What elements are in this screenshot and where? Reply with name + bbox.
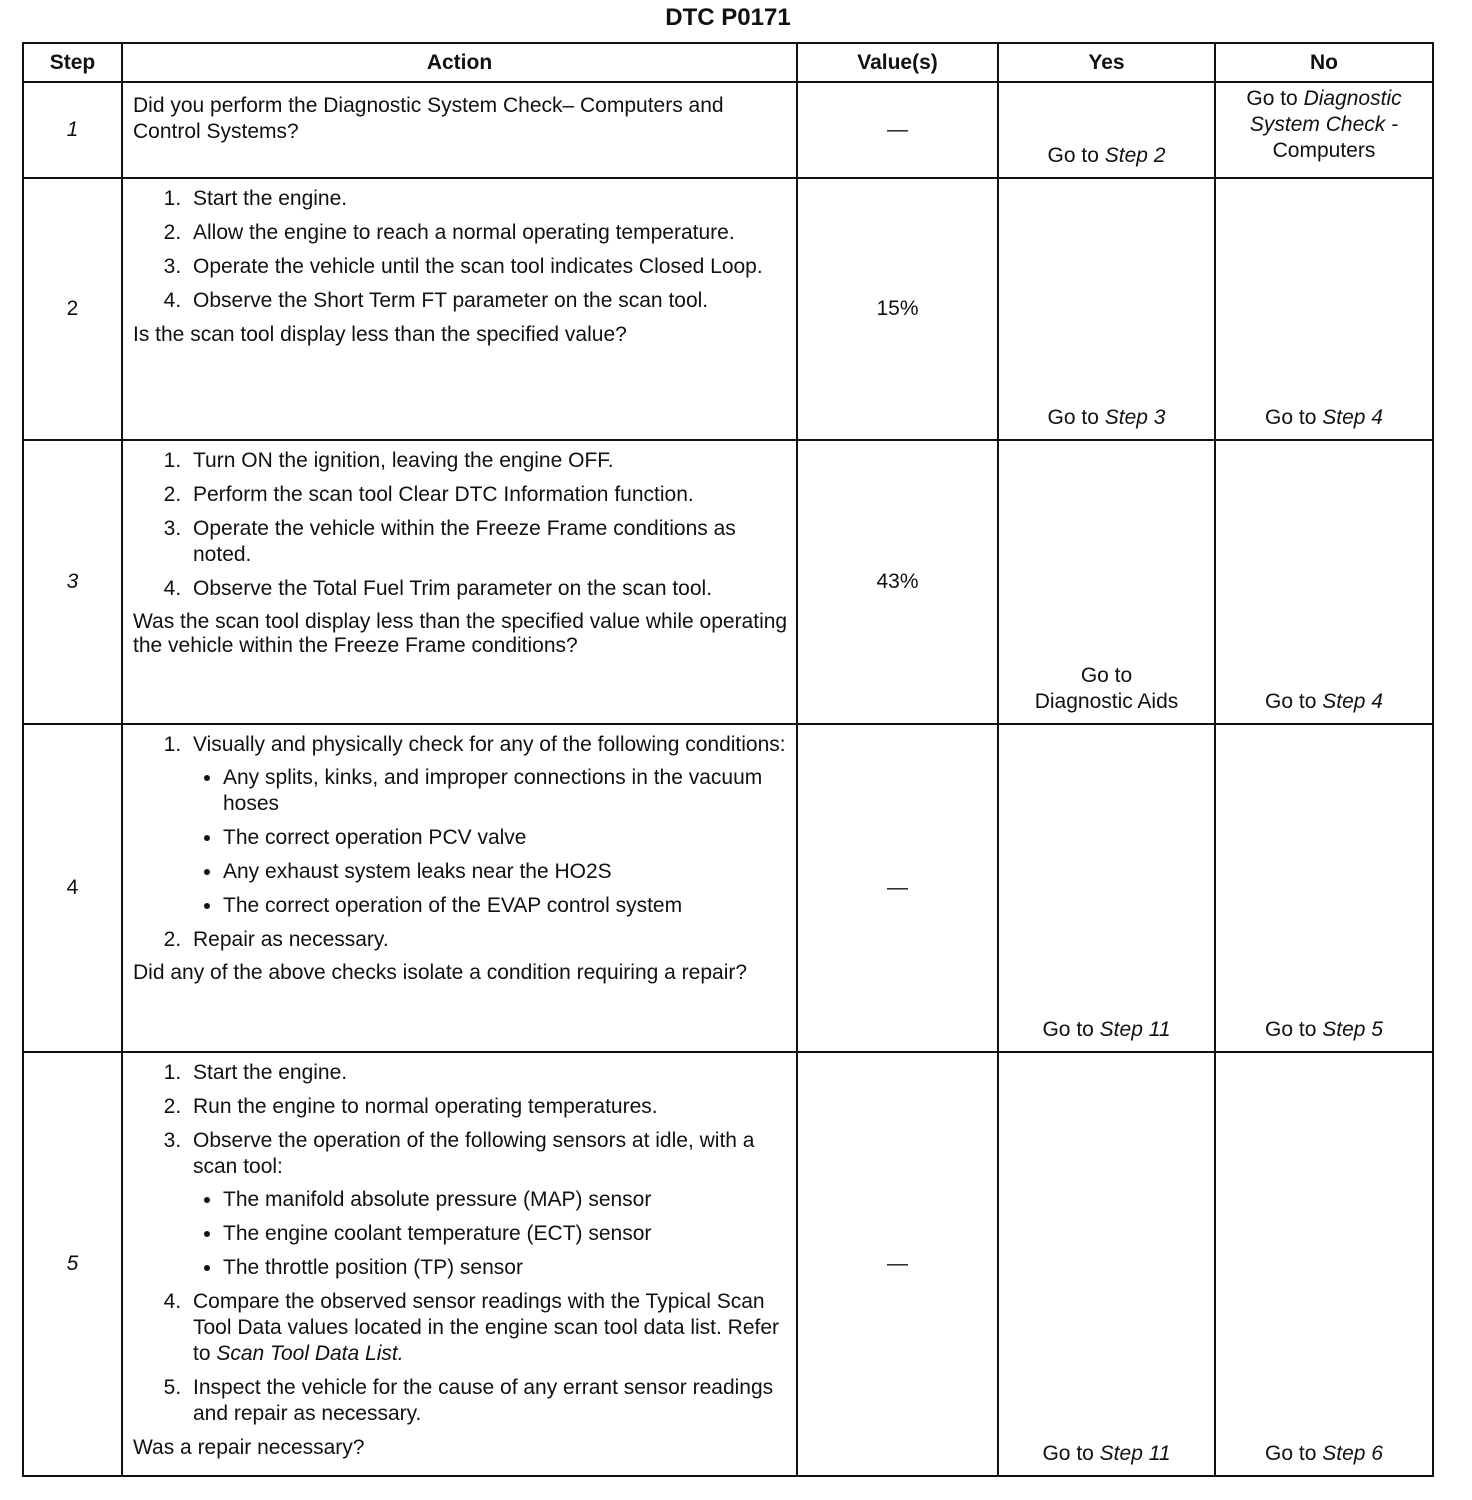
table-row [23, 1052, 1433, 1476]
no-link[interactable]: Step 6 [1322, 1442, 1383, 1465]
action-question: Did you perform the Diagnostic System Check– Computers and Control Systems? [133, 94, 724, 143]
action-step: 5. Inspect the vehicle for the cause of any errant sensor readings and repair as necessary. [187, 1375, 788, 1427]
action-step: 1. Start the engine. [187, 1060, 788, 1086]
action-cell [122, 1052, 797, 1476]
yes-link[interactable]: Diagnostic Aids [1034, 690, 1179, 713]
sensor-list [193, 1187, 788, 1281]
action-step-text: Visually and physically check for any of the following conditions: [193, 733, 786, 756]
table-row [23, 724, 1433, 1052]
action-steps [133, 186, 788, 314]
condition-item: • The correct operation of the EVAP control system [223, 893, 788, 919]
action-step [187, 1128, 788, 1281]
yes-prefix: Go to [1042, 1442, 1100, 1465]
yes-cell [998, 82, 1215, 178]
no-cell [1215, 440, 1433, 724]
no-cell [1215, 724, 1433, 1052]
action-question: Was a repair necessary? [133, 1436, 365, 1459]
yes-link[interactable]: Step 3 [1104, 406, 1166, 429]
step-number: 4 [23, 724, 122, 1052]
step-number: 2 [23, 178, 122, 440]
yes-prefix: Go to [1047, 406, 1105, 429]
table-row [23, 178, 1433, 440]
yes-prefix: Go to [1047, 144, 1105, 167]
action-step: 4. Observe the Short Term FT parameter on the scan tool. [187, 288, 788, 314]
sensor-item: • The throttle position (TP) sensor [223, 1255, 788, 1281]
yes-cell [998, 724, 1215, 1052]
yes-cell [998, 440, 1215, 724]
sensor-item: • The engine coolant temperature (ECT) sensor [223, 1221, 788, 1247]
no-link[interactable]: Step 4 [1322, 690, 1383, 713]
no-link[interactable]: Diagnostic System Check - [1249, 87, 1402, 136]
no-link[interactable]: Step 5 [1322, 1018, 1383, 1041]
value-cell: 15% [797, 178, 998, 440]
table-row [23, 82, 1433, 178]
yes-link[interactable]: Step 11 [1099, 1442, 1171, 1465]
action-step: 2. Allow the engine to reach a normal operating temperature. [187, 220, 788, 246]
header-action: Action [122, 43, 797, 82]
action-step: 3. Operate the vehicle within the Freeze Frame conditions as noted. [187, 516, 788, 568]
no-suffix: Computers [1272, 139, 1376, 162]
sensor-item: • The manifold absolute pressure (MAP) sensor [223, 1187, 788, 1213]
action-steps [133, 1060, 788, 1427]
action-step-text: Observe the operation of the following sensors at idle, with a scan tool: [193, 1129, 755, 1178]
no-prefix: Go to [1265, 1442, 1323, 1465]
diagnostic-table [22, 42, 1434, 1477]
header-row [23, 43, 1433, 82]
step-number: 1 [23, 82, 122, 178]
yes-line1: Go to [1080, 664, 1133, 687]
action-question: Was the scan tool display less than the specified value while operating the vehicle within the Freeze Frame conditions? [133, 610, 788, 657]
condition-item: • Any splits, kinks, and improper connections in the vacuum hoses [223, 765, 788, 817]
yes-link[interactable]: Step 2 [1104, 144, 1166, 167]
action-step-text: Compare the observed sensor readings with the Typical Scan Tool Data values located in the engine scan tool data list. Refer to [193, 1290, 780, 1365]
action-step: 4. Observe the Total Fuel Trim parameter on the scan tool. [187, 576, 788, 602]
value-cell: — [797, 1052, 998, 1476]
step-number: 5 [23, 1052, 122, 1476]
action-step: 2. Run the engine to normal operating temperatures. [187, 1094, 788, 1120]
no-cell [1215, 1052, 1433, 1476]
action-cell [122, 178, 797, 440]
scan-tool-data-list-link[interactable]: Scan Tool Data List. [216, 1342, 404, 1365]
page-title: DTC P0171 [665, 4, 791, 31]
action-steps [133, 732, 788, 953]
header-step: Step [23, 43, 122, 82]
no-prefix: Go to [1265, 406, 1323, 429]
yes-cell [998, 1052, 1215, 1476]
no-prefix: Go to [1246, 87, 1304, 110]
condition-list [193, 765, 788, 919]
yes-cell [998, 178, 1215, 440]
condition-item: • The correct operation PCV valve [223, 825, 788, 851]
action-cell [122, 440, 797, 724]
condition-item: • Any exhaust system leaks near the HO2S [223, 859, 788, 885]
table-row [23, 440, 1433, 724]
no-link[interactable]: Step 4 [1322, 406, 1383, 429]
header-values: Value(s) [797, 43, 998, 82]
action-step: 3. Operate the vehicle until the scan tool indicates Closed Loop. [187, 254, 788, 280]
action-step [187, 1289, 788, 1367]
yes-link[interactable]: Step 11 [1099, 1018, 1171, 1041]
action-question: Did any of the above checks isolate a condition requiring a repair? [133, 961, 748, 984]
header-no: No [1215, 43, 1433, 82]
yes-prefix: Go to [1042, 1018, 1100, 1041]
value-cell: 43% [797, 440, 998, 724]
action-step: 1. Turn ON the ignition, leaving the engine OFF. [187, 448, 788, 474]
no-prefix: Go to [1265, 1018, 1323, 1041]
no-prefix: Go to [1265, 690, 1323, 713]
no-cell [1215, 82, 1433, 178]
no-cell [1215, 178, 1433, 440]
action-step [187, 732, 788, 919]
action-cell [122, 724, 797, 1052]
step-number: 3 [23, 440, 122, 724]
value-cell: — [797, 82, 998, 178]
action-steps [133, 448, 788, 602]
action-step: 1. Start the engine. [187, 186, 788, 212]
value-cell: — [797, 724, 998, 1052]
action-cell [122, 82, 797, 178]
action-step: 2. Repair as necessary. [187, 927, 788, 953]
action-question: Is the scan tool display less than the specified value? [133, 323, 627, 346]
header-yes: Yes [998, 43, 1215, 82]
action-step: 2. Perform the scan tool Clear DTC Information function. [187, 482, 788, 508]
